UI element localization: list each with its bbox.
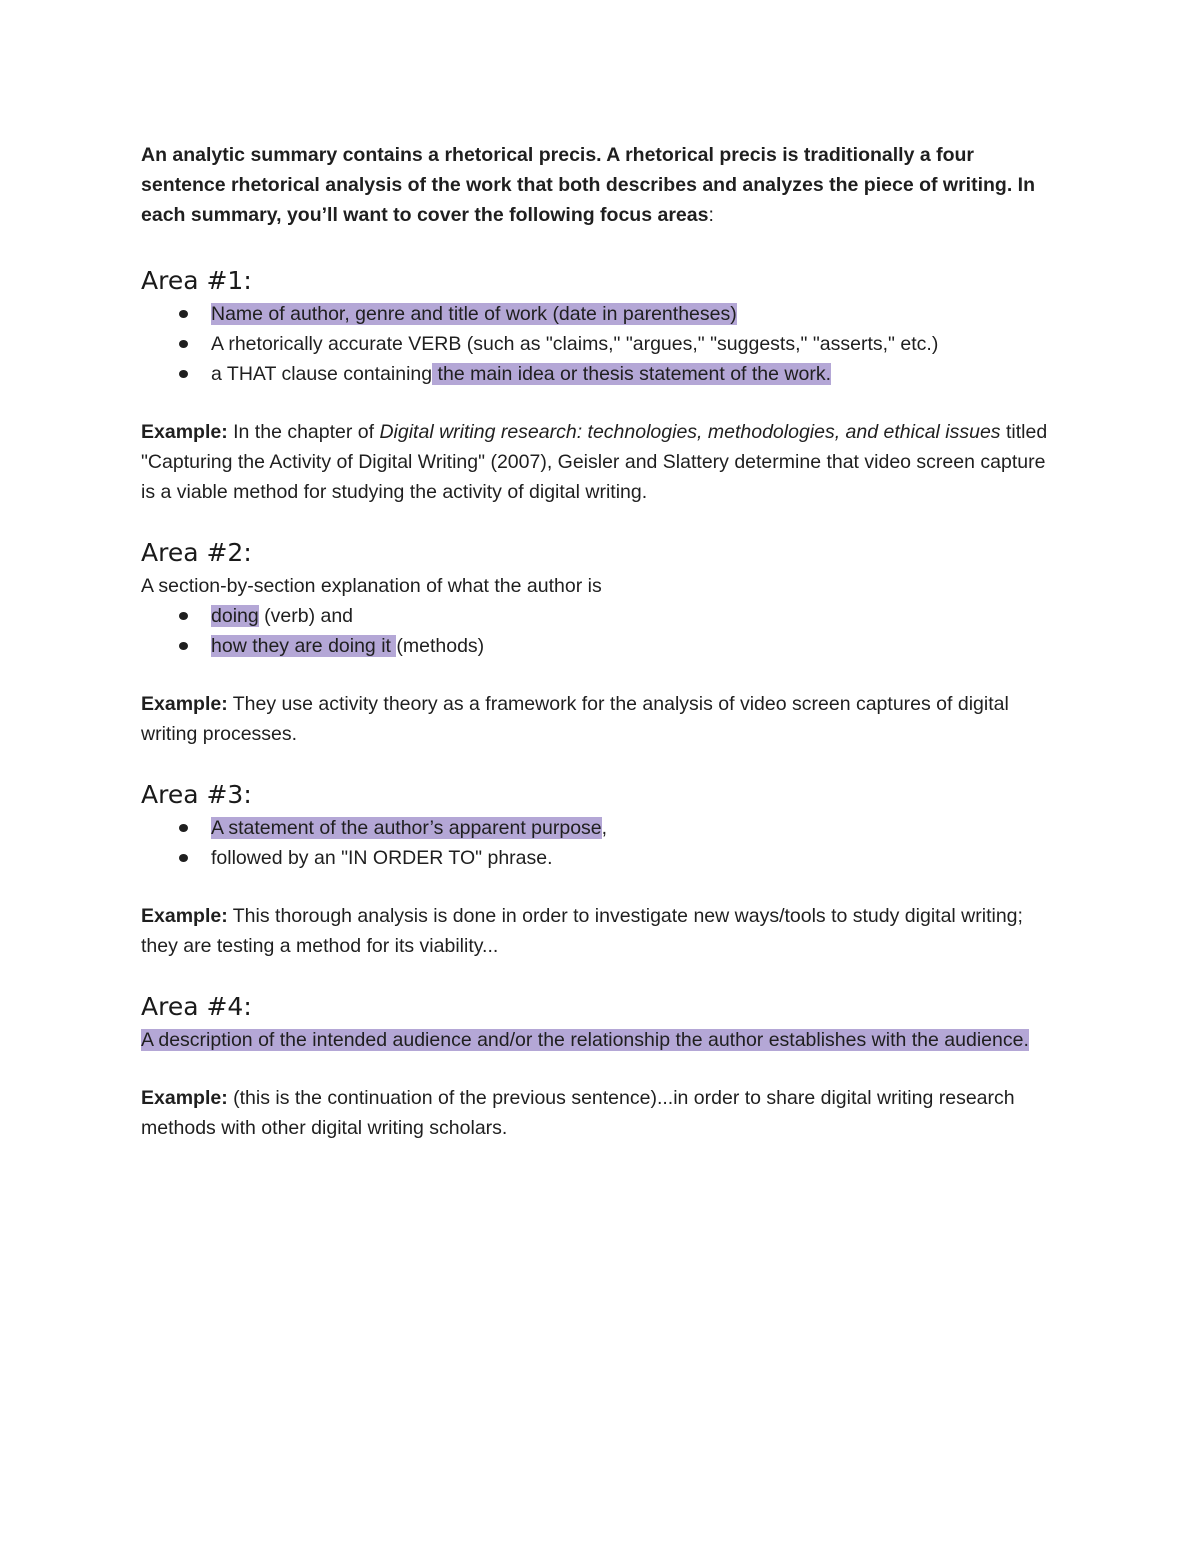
area-2-heading: Area #2: bbox=[141, 538, 252, 567]
area-2-list bbox=[141, 601, 1061, 661]
list-item-text: (verb) and bbox=[258, 605, 354, 627]
highlighted-text: how they are doing it bbox=[211, 635, 397, 657]
highlighted-text: doing bbox=[211, 605, 259, 627]
bullet-icon bbox=[179, 642, 188, 650]
example-label: Example: bbox=[141, 693, 228, 715]
list-item bbox=[141, 299, 1061, 329]
example-label: Example: bbox=[141, 421, 228, 443]
list-item bbox=[141, 631, 1061, 661]
example-label: Example: bbox=[141, 905, 228, 927]
bullet-icon bbox=[179, 370, 188, 378]
bullet-icon bbox=[179, 310, 188, 318]
area-2-example bbox=[141, 689, 1061, 749]
list-item bbox=[141, 329, 1061, 359]
highlighted-text: the main idea or thesis statement of the work. bbox=[432, 363, 832, 385]
area-3-heading: Area #3: bbox=[141, 780, 252, 809]
document-page bbox=[141, 140, 1061, 1171]
area-1-example bbox=[141, 417, 1061, 507]
highlighted-text: A description of the intended audience and/or the relationship the author establishes with the audience. bbox=[141, 1029, 1029, 1051]
example-label: Example: bbox=[141, 1087, 228, 1109]
area-4-example bbox=[141, 1083, 1061, 1143]
intro-paragraph bbox=[141, 140, 1061, 230]
area-2-lead: A section-by-section explanation of what the author is bbox=[141, 575, 602, 597]
list-item bbox=[141, 813, 1061, 843]
list-item bbox=[141, 359, 1061, 389]
area-1-list bbox=[141, 299, 1061, 389]
bullet-icon bbox=[179, 824, 188, 832]
intro-text: An analytic summary contains a rhetorical precis. A rhetorical precis is traditionally a four sentence rhetorical analysis of the work that both describes and analyzes the piece of writing. In each summary, you’ll want to cover the following focus areas bbox=[141, 144, 1035, 226]
list-item-text: , bbox=[601, 817, 608, 839]
example-text: In the chapter of bbox=[227, 421, 380, 443]
area-4-heading: Area #4: bbox=[141, 992, 252, 1021]
list-item-text: followed by an "IN ORDER TO" phrase. bbox=[211, 847, 553, 869]
list-item bbox=[141, 601, 1061, 631]
example-text: This thorough analysis is done in order to investigate new ways/tools to study digital writing; they are testing a method for its viability... bbox=[141, 905, 1023, 957]
list-item-text: (methods) bbox=[396, 635, 485, 657]
list-item-text: A rhetorically accurate VERB (such as "claims," "argues," "suggests," "asserts," etc.) bbox=[211, 333, 939, 355]
example-text: (this is the continuation of the previous sentence)...in order to share digital writing research methods with other digital writing scholars. bbox=[141, 1087, 1015, 1139]
intro-colon: : bbox=[708, 204, 714, 226]
example-text: They use activity theory as a framework for the analysis of video screen captures of digital writing processes. bbox=[141, 693, 1009, 745]
highlighted-text: Name of author, genre and title of work (date in parentheses) bbox=[211, 303, 737, 325]
highlighted-text: A statement of the author’s apparent purpose bbox=[211, 817, 602, 839]
list-item bbox=[141, 843, 1061, 873]
area-3-example bbox=[141, 901, 1061, 961]
list-item-text: a THAT clause containing bbox=[211, 363, 433, 385]
area-4-lead bbox=[141, 1025, 1061, 1055]
example-text: titled "Capturing the Activity of Digital Writing" (2007), Geisler and Slattery determine that video screen capture is a viable method for studying the activity of digital writing. bbox=[141, 421, 1048, 503]
bullet-icon bbox=[179, 340, 188, 348]
bullet-icon bbox=[179, 612, 188, 620]
bullet-icon bbox=[179, 854, 188, 862]
area-1-heading: Area #1: bbox=[141, 266, 252, 295]
area-3-list bbox=[141, 813, 1061, 873]
example-book-title: Digital writing research: technologies, methodologies, and ethical issues bbox=[379, 421, 1001, 443]
